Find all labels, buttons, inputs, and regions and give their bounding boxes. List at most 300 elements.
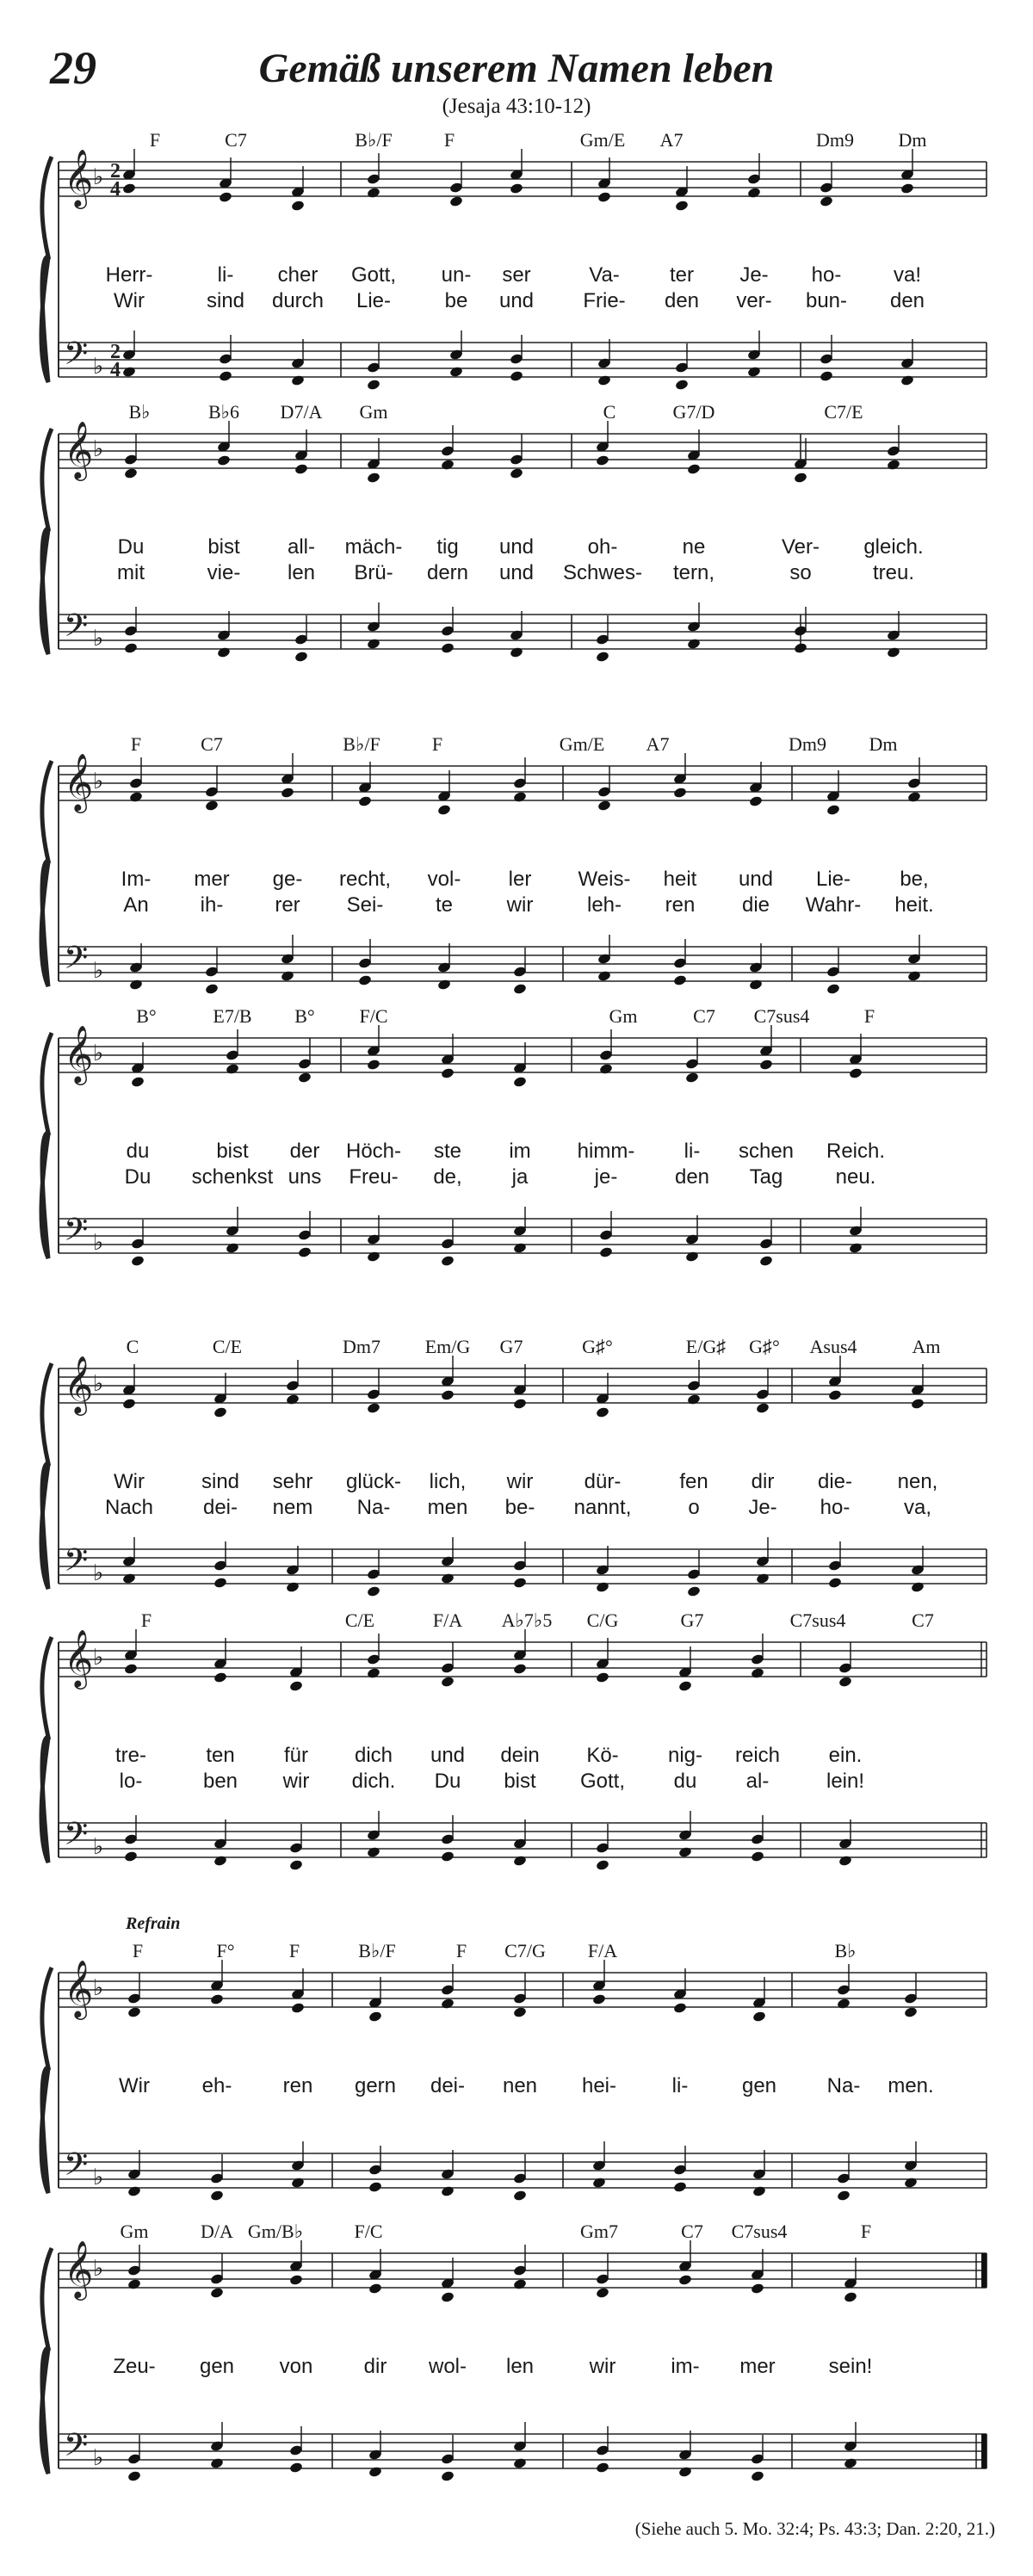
lyric-syllable: tig [436,535,459,559]
treble-notehead [828,1389,843,1401]
chord-symbol: Dm9 [816,129,854,151]
treble-notehead [205,800,220,812]
bass-notehead [127,2185,142,2197]
chord-symbol: E/G♯ [685,1336,727,1357]
lyric-syllable: und [498,289,535,312]
bass-notehead [911,1581,925,1593]
lyric-syllable: dir [751,1470,775,1493]
lyrics-block [0,1140,1033,1191]
lyric-syllable: vol- [427,868,461,891]
chord-symbol: C7sus4 [753,1005,810,1027]
lyric-syllable: durch [271,289,325,312]
lyric-syllable: schenkst [191,1165,274,1189]
treble-notehead [513,2278,528,2290]
key-signature-flat: ♭ [93,164,104,190]
treble-notehead [596,2287,610,2299]
key-signature-flat: ♭ [93,1975,104,2001]
lyric-syllable: dei- [430,2074,466,2097]
lyric-syllable: ben [202,1770,238,1793]
chord-symbol: Asus4 [809,1336,857,1357]
treble-notehead [904,2006,919,2018]
lyric-syllable: de, [433,1165,462,1189]
treble-notehead [368,2283,383,2295]
lyric-syllable: glück- [345,1470,402,1493]
chord-symbol: Dm9 [789,733,826,755]
chord-symbol: C/G [586,1609,619,1631]
treble-notehead [513,1398,528,1410]
refrain-label: Refrain [126,1914,181,1933]
lyric-syllable: dich [354,1744,393,1767]
lyric-syllable: dich. [351,1770,396,1793]
bass-notehead [513,2457,528,2469]
chord-symbol: C7 [912,1609,934,1631]
lyric-syllable: im [509,1140,531,1163]
lyric-syllable: leh- [586,893,622,917]
bass-notehead [687,638,702,650]
chord-symbol: Am [912,1336,941,1357]
bass-notehead [129,979,144,991]
lyric-syllable: men. [888,2074,934,2097]
treble-notehead [127,2006,142,2018]
lyric-syllable: tern, [672,561,715,584]
bass-notehead [298,1246,312,1258]
bass-notehead [747,366,762,378]
treble-notehead [900,182,915,195]
bass-notehead [219,370,233,382]
treble-notehead [596,1671,610,1683]
time-signature-bottom: 4 [110,178,121,201]
treble-notehead [367,187,381,199]
lyric-syllable: wol- [428,2355,467,2378]
key-signature-flat: ♭ [93,1041,104,1066]
bass-notehead [513,2190,528,2202]
lyric-syllable: sein! [828,2355,873,2378]
chord-symbol: Gm [359,401,388,423]
lyric-syllable: ter [669,263,695,287]
lyric-syllable: nig- [667,1744,703,1767]
bass-notehead [828,1577,843,1589]
lyric-syllable: recht, [338,868,392,891]
treble-notehead [289,2274,304,2286]
lyric-syllable: sind [206,289,245,312]
treble-notehead [749,795,764,807]
chord-symbol: B♭ [128,401,151,423]
lyric-syllable: hei- [581,2074,617,2097]
treble-notehead [441,1676,455,1688]
treble-notehead [441,1998,455,2010]
bass-clef: 𝄢 [64,608,89,652]
key-signature-flat: ♭ [93,1645,104,1671]
treble-notehead [367,1059,381,1071]
bass-notehead [592,2177,607,2189]
treble-notehead [226,1063,240,1075]
lyric-syllable: ren [282,2074,313,2097]
lyric-syllable: Höch- [345,1140,402,1163]
lyric-syllable: reich [734,1744,781,1767]
treble-notehead [596,1406,610,1418]
bass-notehead [286,1581,300,1593]
chord-symbol: A7 [646,733,670,755]
chord-symbol: F/C [354,2221,383,2242]
treble-notehead [510,467,524,479]
bass-notehead [289,1859,304,1871]
chord-symbol: F [443,129,455,151]
chord-symbol: F/A [432,1609,463,1631]
lyrics-block [0,263,1033,315]
bass-notehead [127,2470,142,2482]
lyric-syllable: ler [508,868,532,891]
bass-notehead [367,379,381,391]
bass-notehead [368,2466,383,2478]
treble-notehead [597,191,612,203]
lyric-syllable: mer [194,868,230,891]
chord-symbol: Dm [898,129,927,151]
treble-clef: 𝄞 [64,420,94,479]
treble-notehead [752,2011,767,2023]
bass-notehead [513,1577,528,1589]
bass-notehead [678,1846,693,1858]
lyric-syllable: du [126,1140,150,1163]
bass-notehead [597,374,612,386]
lyric-syllable: ja [511,1165,529,1189]
hymn-number: 29 [50,42,96,94]
chord-symbol: Em/G [424,1336,471,1357]
lyric-syllable: ho- [811,263,842,287]
chord-symbol: D/A [201,2221,233,2242]
lyric-syllable: Reich. [826,1140,886,1163]
bass-notehead [226,1242,240,1254]
lyric-syllable: fen [679,1470,708,1493]
chord-symbol: C7/E [824,401,863,423]
lyric-syllable: wir [506,893,534,917]
hymn-title: Gemäß unserem Namen leben [258,46,775,91]
lyric-syllable: vie- [207,561,241,584]
bass-notehead [596,1581,610,1593]
scripture-reference: (Jesaja 43:10-12) [442,95,591,118]
treble-notehead [513,1076,528,1088]
treble-notehead [513,791,528,803]
treble-notehead [367,472,381,484]
lyric-syllable: An [123,893,149,917]
lyric-syllable: men [427,1496,468,1519]
treble-notehead [673,2002,688,2014]
bass-notehead [907,970,922,982]
treble-notehead [213,1671,228,1683]
bass-notehead [513,983,528,995]
lyric-syllable: rer [275,893,300,917]
bass-clef: 𝄢 [64,1542,89,1586]
lyric-syllable: nen, [897,1470,938,1493]
lyric-syllable: Na- [356,1496,391,1519]
bass-notehead [597,970,612,982]
key-signature-flat: ♭ [93,2256,104,2282]
lyric-syllable: gern [354,2074,397,2097]
lyric-syllable: al- [745,1770,770,1793]
lyric-syllable: dir [363,2355,387,2378]
lyric-syllable: lo- [119,1770,143,1793]
lyric-syllable: ser [502,263,531,287]
chord-symbol: G7 [499,1336,523,1357]
bass-notehead [368,2181,383,2193]
lyric-syllable: gen [199,2355,235,2378]
lyric-syllable: dei- [202,1496,238,1519]
bass-notehead [131,1255,145,1267]
lyric-syllable: bist [207,535,240,559]
treble-notehead [510,182,524,195]
bass-notehead [751,1850,765,1863]
chord-symbol: C7 [681,2221,703,2242]
lyric-syllable: Zeu- [113,2355,156,2378]
time-signature-bottom: 4 [110,359,121,381]
treble-notehead [298,1072,312,1084]
treble-notehead [794,472,808,484]
lyric-syllable: ho- [820,1496,851,1519]
treble-notehead [678,2274,693,2286]
chord-symbol: B♭/F [343,733,380,755]
treble-notehead [122,1398,137,1410]
bass-notehead [291,2177,306,2189]
chord-symbol: F [140,1609,152,1631]
chord-symbol: F [863,1005,875,1027]
lyric-syllable: va! [893,263,922,287]
lyric-syllable: be [444,289,468,312]
lyric-syllable: heit. [894,893,934,917]
treble-clef: 𝄞 [64,752,94,811]
bass-notehead [367,1585,381,1597]
treble-notehead [441,459,455,471]
treble-notehead [599,1063,614,1075]
key-signature-flat: ♭ [93,1834,104,1860]
lyric-syllable: bun- [805,289,848,312]
bass-notehead [749,979,764,991]
treble-notehead [286,1393,300,1405]
chord-symbol: G7/D [672,401,715,423]
chord-symbol: Gm7 [580,2221,618,2242]
chord-symbol: F [455,1940,467,1961]
lyric-syllable: Je- [739,263,769,287]
bass-notehead [291,374,306,386]
chord-symbol: C [603,401,616,423]
lyric-syllable: oh- [587,535,618,559]
lyric-syllable: gleich. [863,535,924,559]
lyric-syllable: li- [217,263,234,287]
chord-symbol: B° [294,1005,315,1027]
bass-notehead [122,1572,137,1585]
treble-notehead [887,459,901,471]
lyric-syllable: für [283,1744,309,1767]
bass-notehead [205,983,220,995]
bass-notehead [441,1850,455,1863]
bass-notehead [217,646,232,658]
chord-symbol: B♭ [834,1940,857,1961]
bass-notehead [838,1855,853,1867]
chord-symbol: F/C [359,1005,388,1027]
lyric-syllable: Va- [589,263,620,287]
lyric-syllable: und [430,1744,466,1767]
chord-symbol: C/E [212,1336,243,1357]
time-signature-top: 2 [110,160,121,182]
lyric-syllable: o [688,1496,700,1519]
lyric-syllable: ne [682,535,706,559]
chord-symbol: C7 [693,1005,715,1027]
bass-notehead [849,1242,863,1254]
bass-notehead [513,1855,528,1867]
key-signature-flat: ♭ [93,2165,104,2190]
treble-notehead [124,467,139,479]
lyric-syllable: tre- [115,1744,146,1767]
lyric-syllable: ge- [272,868,303,891]
treble-notehead [213,1406,228,1418]
final-barline [981,2253,987,2288]
lyric-syllable: dein [500,1744,540,1767]
treble-notehead [367,1667,381,1679]
treble-notehead [210,2287,225,2299]
lyric-syllable: wir [506,1470,534,1493]
lyric-syllable: Wir [114,1470,145,1493]
bass-clef: 𝄢 [64,2147,89,2190]
chord-symbol: Gm/B♭ [247,2221,304,2242]
lyric-syllable: va, [903,1496,932,1519]
lyric-syllable: Na- [826,2074,861,2097]
lyric-syllable: be- [504,1496,535,1519]
treble-notehead [751,1667,765,1679]
lyric-syllable: und [738,868,774,891]
chord-symbol: B♭/F [355,129,393,151]
lyric-syllable: ver- [736,289,772,312]
treble-notehead [675,200,690,212]
lyric-syllable: je- [594,1165,618,1189]
chord-symbol: Gm/E [579,129,626,151]
lyric-syllable: ein. [828,1744,863,1767]
treble-notehead [289,1680,304,1692]
lyric-syllable: bist [504,1770,536,1793]
chord-symbol: F [431,733,443,755]
treble-notehead [596,454,610,466]
lyric-syllable: Im- [121,868,152,891]
lyric-syllable: bist [216,1140,249,1163]
bass-notehead [124,642,139,654]
treble-notehead [127,2278,142,2290]
final-barline [981,2434,987,2468]
treble-clef: 𝄞 [64,1628,94,1687]
treble-clef: 𝄞 [64,1959,94,2017]
treble-notehead [129,791,144,803]
chord-symbol: B♭/F [358,1940,396,1961]
chord-symbol: B° [136,1005,157,1027]
bass-notehead [687,1585,702,1597]
lyric-syllable: Lie- [815,868,851,891]
lyric-syllable: len [287,561,316,584]
bass-notehead [678,2466,693,2478]
treble-notehead [513,2006,528,2018]
bass-clef: 𝄢 [64,336,89,380]
bass-notehead [673,2181,688,2193]
treble-notehead [751,2283,765,2295]
bass-notehead [367,1846,381,1858]
lyric-syllable: lein! [826,1770,865,1793]
treble-notehead [291,200,306,212]
treble-notehead [124,1663,139,1675]
chord-symbol: Dm [869,733,898,755]
lyric-syllable: mit [117,561,145,584]
chord-symbol: C7sus4 [731,2221,788,2242]
lyric-syllable: wir [589,2355,616,2378]
chord-symbol: C7 [225,129,247,151]
bass-notehead [826,983,841,995]
lyric-syllable: im- [671,2355,700,2378]
key-signature-flat: ♭ [93,1560,104,1586]
bass-notehead [122,366,137,378]
treble-notehead [291,2002,306,2014]
lyric-syllable: Du [124,1165,152,1189]
bass-notehead [685,1251,700,1263]
treble-notehead [441,2291,455,2303]
lyric-syllable: Lie- [356,289,392,312]
treble-notehead [907,791,922,803]
lyric-syllable: Tag [749,1165,783,1189]
treble-notehead [687,463,702,475]
lyric-syllable: den [674,1165,710,1189]
bass-notehead [294,651,309,663]
key-signature-flat: ♭ [93,769,104,794]
chord-symbol: B♭6 [207,401,240,423]
bass-notehead [441,1572,455,1585]
lyric-syllable: sehr [272,1470,313,1493]
treble-notehead [844,2291,858,2303]
bass-notehead [596,2462,610,2474]
chord-symbol: F [288,1940,300,1961]
bass-notehead [837,2190,851,2202]
chord-symbol: F [130,733,142,755]
treble-notehead [441,1389,455,1401]
bass-notehead [367,638,381,650]
bass-clef: 𝄢 [64,940,89,984]
treble-notehead [838,1676,853,1688]
bass-notehead [887,646,901,658]
lyric-syllable: den [664,289,700,312]
key-signature-flat: ♭ [93,2445,104,2471]
chord-symbol: Gm/E [559,733,605,755]
bass-notehead [441,2470,455,2482]
treble-notehead [673,787,688,799]
lyric-syllable: den [889,289,925,312]
bass-notehead [441,642,455,654]
treble-notehead [687,1393,702,1405]
lyric-syllable: Wir [114,289,145,312]
bass-clef: 𝄢 [64,2427,89,2471]
chord-symbol: Gm [609,1005,638,1027]
lyrics-block [0,868,1033,919]
lyric-syllable: du [673,1770,697,1793]
bass-notehead [596,651,610,663]
lyric-syllable: ren [665,893,696,917]
lyrics-block [0,535,1033,587]
bass-notehead [281,970,295,982]
key-signature-flat: ♭ [93,436,104,462]
chord-symbol: F [132,1940,144,1961]
lyric-syllable: dern [426,561,469,584]
treble-notehead [122,182,137,195]
lyric-syllable: Ver- [781,535,820,559]
lyric-syllable: wir [282,1770,310,1793]
lyric-syllable: nem [272,1496,313,1519]
treble-notehead [678,1680,693,1692]
lyric-syllable: Sei- [346,893,384,917]
bass-notehead [358,974,373,986]
key-signature-flat: ♭ [93,626,104,652]
chord-symbol: C7 [201,733,223,755]
lyric-syllable: Wahr- [805,893,862,917]
